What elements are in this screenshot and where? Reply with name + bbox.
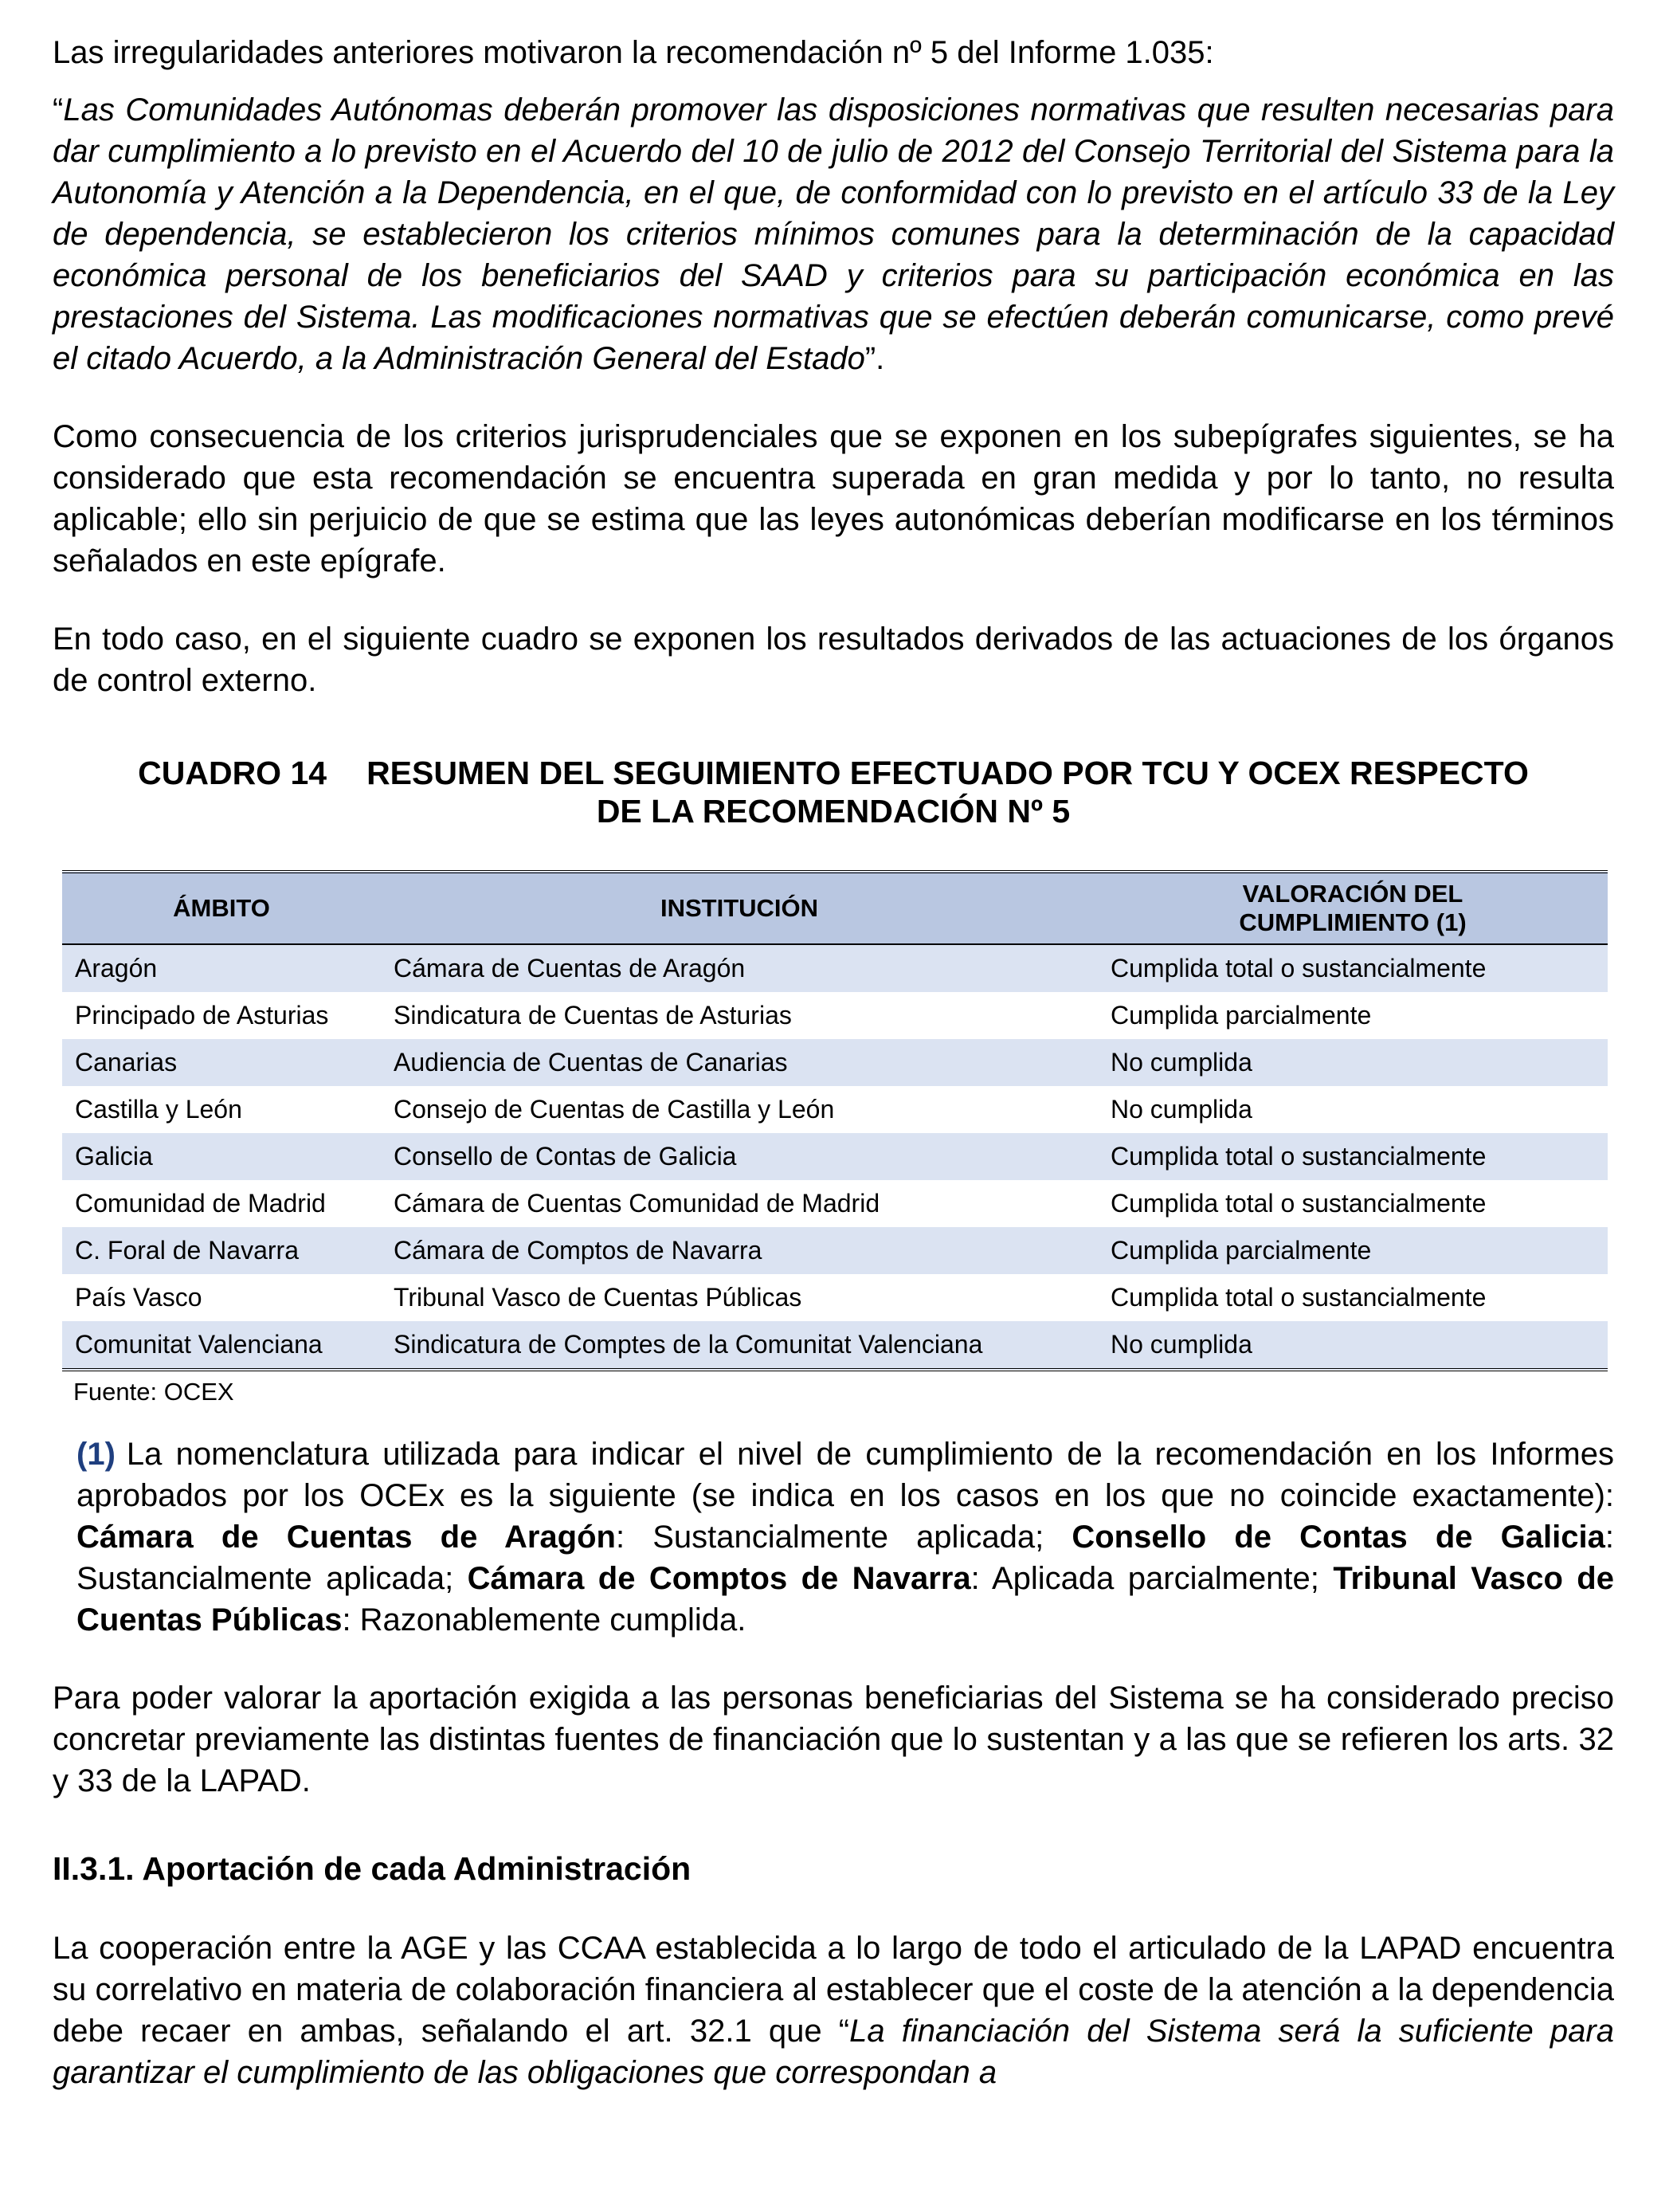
footnote-value: : Sustancialmente aplicada; [615,1520,1044,1555]
cell-ambito: Comunitat Valenciana [62,1321,381,1370]
cell-ambito: Castilla y León [75,1095,242,1124]
cell-ambito: Comunidad de Madrid [75,1189,326,1218]
paragraph-cooperation-text: La cooperación entre la AGE y las CCAA establecida a lo largo de todo el articulado de la LAPAD encuentra su correlativo en materia de colaboración financiera al establecer que el coste de la atención a la dependencia debe recaer en ambas, señalando el art. 32.1 que “ [53,1931,1614,2049]
table-row [62,992,1608,1039]
cell-ambito: Aragón [62,944,381,992]
cell-ambito: Principado de Asturias [75,1001,329,1030]
table-row [62,1039,1608,1086]
table-caption-number: CUADRO 14 [138,755,327,791]
header-ambito: ÁMBITO [62,872,381,944]
table-row [62,1227,1608,1274]
table-row [62,1086,1608,1133]
document-page [53,32,1614,2093]
paragraph-consequence: Como consecuencia de los criterios jurisprudenciales que se exponen en los subepígrafes siguientes, se ha considerado que esta recomendación se encuentra superada en gran medida y por lo tanto, no resulta aplicable; ello sin perjuicio de que se estima que las leyes autonómicas deberían modificarse en los términos señalados en este epígrafe. [53,419,1614,578]
cell-institucion: Sindicatura de Comptes de la Comunitat Valenciana [381,1321,1098,1370]
header-valoracion-line1: VALORACIÓN DEL [1242,880,1463,908]
cell-valoracion: Cumplida total o sustancialmente [1098,944,1608,992]
cell-institucion: Sindicatura de Cuentas de Asturias [394,1001,792,1030]
cell-institucion: Cámara de Comptos de Navarra [381,1227,1098,1274]
footnote-value: : Razonablemente cumplida. [342,1602,746,1637]
paragraph-cooperation [53,1928,1614,2093]
footnote [76,1433,1614,1641]
table-source: Fuente: OCEX [73,1378,234,1406]
cell-valoracion: Cumplida total o sustancialmente [1111,1189,1487,1218]
cell-ambito: Canarias [62,1039,381,1086]
paragraph-cooperation-quote: La financiación del Sistema será la suficiente para garantizar el cumplimiento de las obligaciones que correspondan a [53,2014,1614,2090]
table-row [62,944,1608,992]
footnote-institution: Cámara de Comptos de Navarra [467,1561,971,1596]
cell-valoracion: Cumplida parcialmente [1111,1001,1372,1030]
paragraph-summary-intro: En todo caso, en el siguiente cuadro se exponen los resultados derivados de las actuaciones de los órganos de control externo. [53,622,1614,698]
cell-institucion: Consello de Contas de Galicia [381,1133,1098,1180]
footnote-institution: Tribunal Vasco de Cuentas Públicas [76,1561,1614,1637]
header-institucion: INSTITUCIÓN [381,872,1098,944]
footnote-value: : Aplicada parcialmente; [970,1561,1319,1596]
section-heading: II.3.1. Aportación de cada Administración [53,1850,692,1887]
cell-valoracion: No cumplida [1111,1095,1252,1124]
cell-valoracion: Cumplida total o sustancialmente [1098,1133,1608,1180]
table-row [62,1274,1608,1321]
cell-ambito: C. Foral de Navarra [62,1227,381,1274]
cell-institucion: Audiencia de Cuentas de Canarias [381,1039,1098,1086]
paragraph-funding-sources: Para poder valorar la aportación exigida a las personas beneficiarias del Sistema se ha considerado preciso concretar previamente las distintas fuentes de financiación que lo sustentan y a las que se refieren los arts. 32 y 33 de la LAPAD. [53,1681,1614,1798]
cell-valoracion: No cumplida [1098,1039,1608,1086]
cell-ambito: País Vasco [75,1283,202,1312]
table-caption-title-line1: RESUMEN DEL SEGUIMIENTO EFECTUADO POR TCU Y OCEX RESPECTO [366,755,1529,791]
footnote-value: : Sustancialmente aplicada; [76,1520,1614,1596]
header-valoracion-line2: CUMPLIMIENTO (1) [1239,908,1467,936]
quote-text: Las Comunidades Autónomas deberán promover las disposiciones normativas que resulten necesarias para dar cumplimiento a lo previsto en el Acuerdo del 10 de julio de 2012 del Consejo Territorial del Sistema para la Autonomía y Atención a la Dependencia, en el que, de conformidad con lo previsto en el artículo 33 de la Ley de dependencia, se establecieron los criterios mínimos comunes para la determinación de la capacidad económica personal de los beneficiarios del SAAD y criterios para su participación económica en las prestaciones del Sistema. Las modificaciones normativas que se efectúen deberán comunicarse, como prevé el citado Acuerdo, a la Administración General del Estado [53,92,1614,376]
table-caption-title-line2: DE LA RECOMENDACIÓN Nº 5 [596,793,1071,830]
footnote-institution: Consello de Contas de Galicia [1072,1520,1605,1555]
footnote-marker: (1) [76,1437,116,1472]
table-row [62,1180,1608,1227]
cell-institucion: Tribunal Vasco de Cuentas Públicas [394,1283,802,1312]
table-row [62,1321,1608,1370]
cell-institucion: Cámara de Cuentas de Aragón [381,944,1098,992]
table-caption [53,754,1614,830]
cell-valoracion: Cumplida total o sustancialmente [1111,1283,1487,1312]
cell-institucion: Cámara de Cuentas Comunidad de Madrid [394,1189,880,1218]
footnote-intro: La nomenclatura utilizada para indicar el nivel de cumplimiento de la recomendación en los Informes aprobados por los OCEx es la siguiente (se indica en los casos en los que no coincide exactamente): [76,1437,1614,1513]
header-valoracion [1098,872,1608,944]
recommendation-quote [53,89,1614,379]
cell-institucion: Consejo de Cuentas de Castilla y León [394,1095,835,1124]
footnote-institution: Cámara de Cuentas de Aragón [76,1520,616,1555]
table-row [62,1133,1608,1180]
cell-valoracion: No cumplida [1098,1321,1608,1370]
cell-valoracion: Cumplida parcialmente [1098,1227,1608,1274]
table-header-row [62,872,1608,944]
quote-close-mark: ”. [864,341,885,376]
cell-ambito: Galicia [62,1133,381,1180]
summary-table [62,870,1608,1371]
intro-paragraph: Las irregularidades anteriores motivaron la recomendación nº 5 del Informe 1.035: [53,35,1214,70]
quote-open-mark: “ [53,92,64,127]
